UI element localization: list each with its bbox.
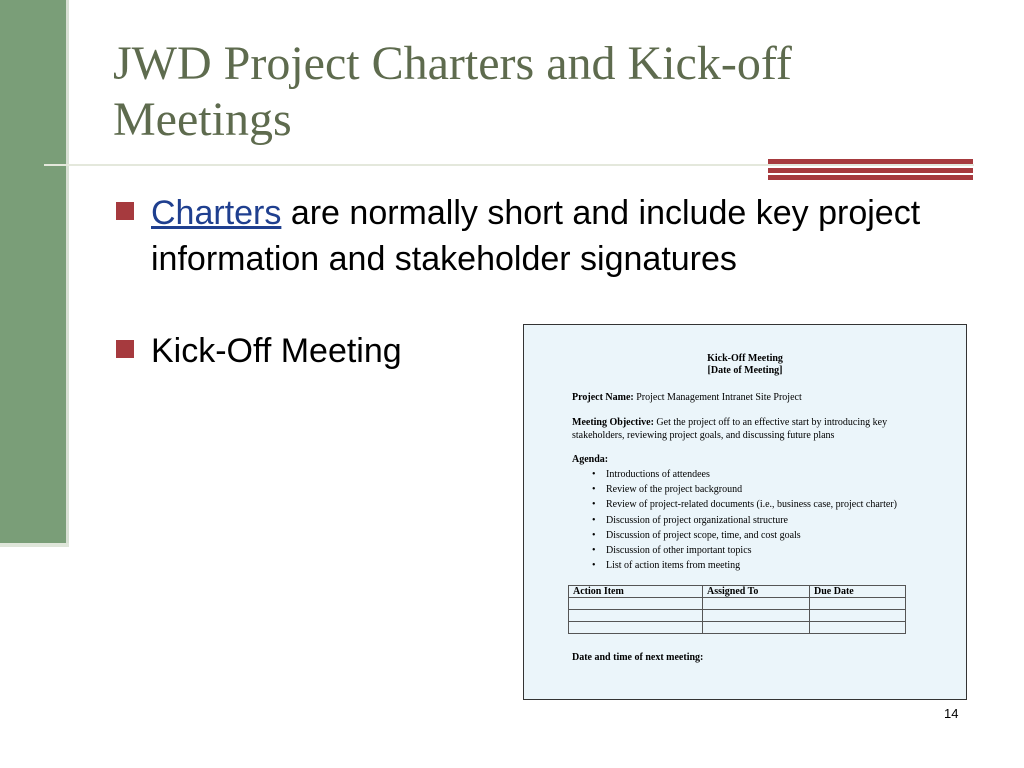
accent-bar-middle xyxy=(768,168,973,173)
document-subtitle: [Date of Meeting] xyxy=(707,365,783,376)
agenda-item: • Discussion of project organizational structure xyxy=(592,513,897,528)
table-row xyxy=(569,622,906,634)
document-heading xyxy=(524,353,966,377)
table-row xyxy=(569,610,906,622)
side-band-shadow xyxy=(66,0,69,546)
agenda-item: • Review of project-related documents (i.e., business case, project charter) xyxy=(592,497,897,512)
bullet-text: Kick-Off Meeting xyxy=(151,332,402,370)
agenda-item: • Discussion of project scope, time, and cost goals xyxy=(592,528,897,543)
bullet-square-icon xyxy=(116,202,134,220)
agenda-item: • Review of the project background xyxy=(592,482,897,497)
table-header-assigned-to: Assigned To xyxy=(703,586,810,598)
project-name-line xyxy=(572,391,926,404)
agenda-item: • List of action items from meeting xyxy=(592,558,897,573)
document-title: Kick-Off Meeting xyxy=(707,353,783,364)
table-row xyxy=(569,598,906,610)
agenda-label: Agenda: xyxy=(572,454,609,465)
table-header-due-date: Due Date xyxy=(810,586,906,598)
agenda-item: • Introductions of attendees xyxy=(592,467,897,482)
meeting-objective-line xyxy=(572,416,926,442)
charters-link[interactable]: Charters xyxy=(151,194,282,232)
kickoff-meeting-document xyxy=(523,324,967,700)
action-items-table xyxy=(568,585,906,634)
accent-bar-bottom xyxy=(768,175,973,180)
side-band-bottom-shadow xyxy=(0,543,69,547)
agenda-list xyxy=(592,467,897,573)
page-number: 14 xyxy=(944,706,959,721)
slide-title: JWD Project Charters and Kick-off Meetings xyxy=(113,37,792,146)
project-name-value: Project Management Intranet Site Project xyxy=(633,392,802,403)
bullet-square-icon xyxy=(116,340,134,358)
meeting-objective-label: Meeting Objective: xyxy=(572,417,654,428)
table-header-action-item: Action Item xyxy=(569,586,703,598)
bullet-text: are normally short and include key project information and stakeholder signatures xyxy=(151,194,921,278)
title-rule xyxy=(44,164,974,166)
meeting-objective-value: Get the project off to an effective start by introducing key stakeholders, reviewing project goals, and discussing future plans xyxy=(572,417,888,441)
agenda-item: • Discussion of other important topics xyxy=(592,543,897,558)
side-band xyxy=(0,0,66,543)
next-meeting-label: Date and time of next meeting: xyxy=(572,652,704,663)
project-name-label: Project Name: xyxy=(572,392,634,403)
accent-bar-top xyxy=(768,159,973,164)
bullet-charters xyxy=(116,190,936,282)
table-header-row xyxy=(569,586,906,598)
